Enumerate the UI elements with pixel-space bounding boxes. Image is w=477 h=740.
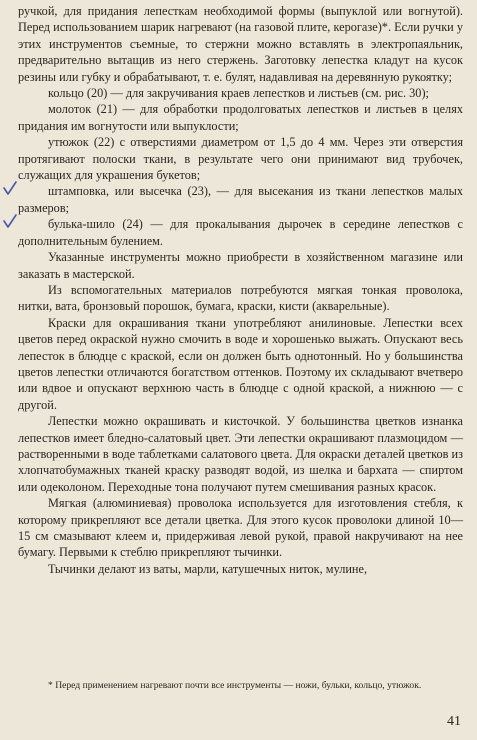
paragraph-where-to-buy: Указанные инструменты можно приобрести в хозяйственном магазине или заказать в мастерской. [18, 250, 463, 281]
paragraph-awl-tool: булька-шило (24) — для прокалывания дырочек в середине лепестков с дополнительным булением. [18, 217, 463, 248]
paragraph-stamp-tool: штамповка, или высечка (23), — для высекания из ткани лепестков малых размеров; [18, 184, 463, 215]
page-number: 41 [447, 714, 461, 729]
paragraph-iron-tool: утюжок (22) с отверстиями диаметром от 1,5 до 4 мм. Через эти отверстия протягивают полоски ткани, в результате чего они принимают вид трубочек, служащих для украшения букетов; [18, 135, 463, 183]
paragraph-stamens: Тычинки делают из ваты, марли, катушечных ниток, мулине, [48, 561, 368, 576]
paragraph-wire-stem: Мягкая (алюминиевая) проволока используется для изготовления стебля, к которому прикрепляют все детали цветка. Для этого кусок проволоки длиной 10—15 см смазывают клеем и, придерживая левой рукой, правой накручивают на нее бумагу. Первыми к стеблю прикрепляют тычинки. [18, 496, 463, 560]
footnote: * Перед применением нагревают почти все инструменты — ножи, бульки, кольцо, утюжок. [48, 680, 422, 691]
paragraph-materials: Из вспомогательных материалов потребуются мягкая тонкая проволока, нитки, вата, бронзовый порошок, бумага, краски, кисти (акварельные). [18, 282, 463, 314]
checkmark-icon [2, 181, 18, 197]
item-awl-tool [18, 216, 463, 249]
paragraph-brush-dyeing: Лепестки можно окрашивать и кисточкой. У большинства цветков изнанка лепестков имеет бледно-салатовый цвет. Эти лепестки окрашивают плазмоцидом — растворенными в воде таблетками салатового цвета. Для окраски деталей цветков из хлопчатобумажных тканей краску разводят водой, из шелка и бархата — спиртом или одеколоном. Переходные тона получают путем смешивания разных красок. [18, 414, 463, 494]
paragraph-hammer-tool: молоток (21) — для обработки продолговатых лепестков и листьев в целях придания им вогнутости или выпуклости; [18, 102, 463, 133]
item-stamp-tool [18, 183, 463, 216]
page-body [18, 3, 463, 577]
paragraph-ball-tool: ручкой, для придания лепесткам необходимой формы (выпуклой или вогнутой). Перед использованием шарик нагревают (на газовой плите, керогазе)*. Если ручки у этих инструментов съемные, то стержни можно вставлять в электропаяльник, предварительно вытащив из него стержень. Заготовку лепестка кладут на кусок резины или губку и обрабатывают, т. е. булят, надавливая на деревянную рукоятку; [18, 4, 463, 84]
paragraph-dyes: Краски для окрашивания ткани употребляют анилиновые. Лепестки всех цветов перед окраской нужно смочить в воде и хорошенько выжать. Опускают весь лепесток в блюдце с краской, если он должен быть однотонный. Но у большинства цветов лепестки отличаются богатством оттенков. Поэтому их складывают вчетверо или вдвое и опускают верхнюю часть в блюдце с одной краской, а нижнюю — с другой. [18, 315, 463, 412]
checkmark-icon [2, 214, 18, 230]
paragraph-ring-tool: кольцо (20) — для закручивания краев лепестков и листьев (см. рис. 30); [48, 86, 429, 101]
